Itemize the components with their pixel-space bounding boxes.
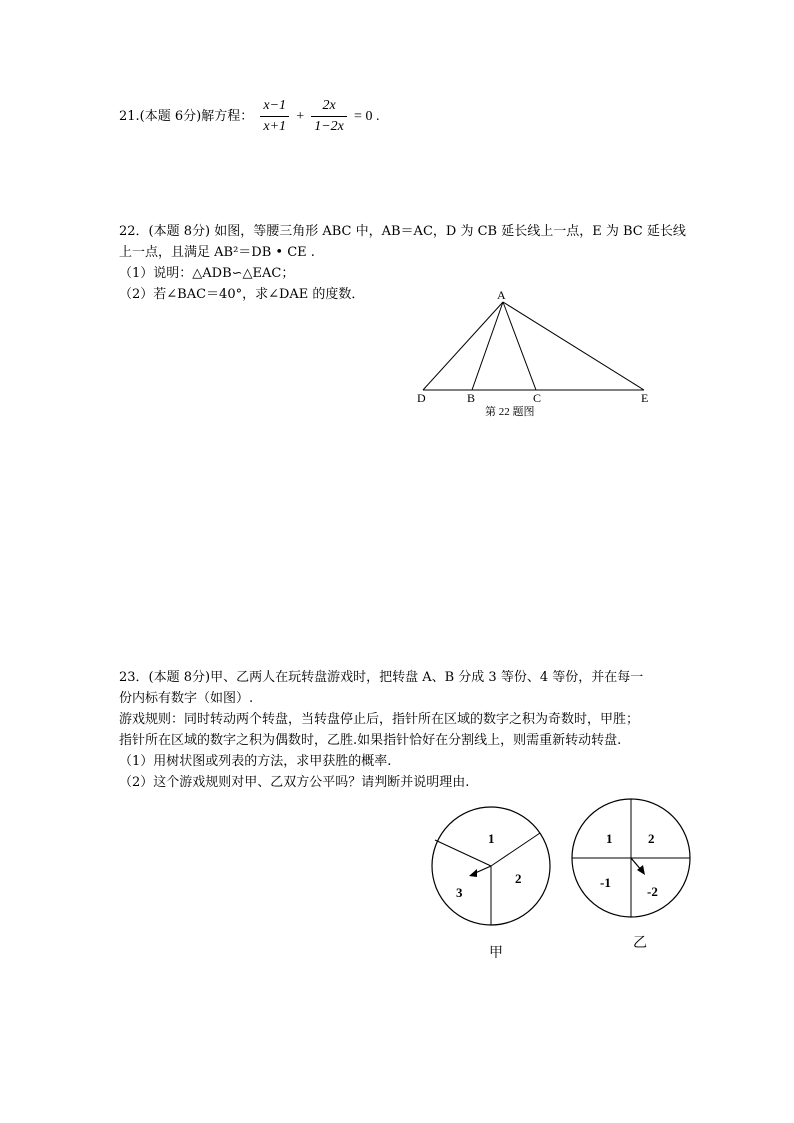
fraction-1-denominator: x+1 xyxy=(263,119,287,134)
label-a: A xyxy=(497,288,506,302)
q23-line-4: 指针所在区域的数字之积为偶数时，乙胜.如果指针恰好在分割线上，则需重新转动转盘. xyxy=(119,733,622,748)
wheel-yi-number-1: 1 xyxy=(606,831,613,846)
q23-part-2: （2）这个游戏规则对甲、乙双方公平吗？请判断并说明理由. xyxy=(119,775,470,790)
q21-prefix: 21.(本题 6分)解方程： xyxy=(119,109,254,124)
q23-line-2: 份内标有数字（如图）. xyxy=(119,691,254,706)
plus-sign: + xyxy=(296,109,305,124)
wheel-jia-number-2: 2 xyxy=(515,871,522,886)
label-d: D xyxy=(417,391,426,405)
wheel-jia xyxy=(425,804,565,964)
segment-ab xyxy=(472,302,503,390)
segment-ae xyxy=(503,302,644,390)
fraction-2-denominator: 1−2x xyxy=(314,119,344,134)
wheel-jia-divider-3 xyxy=(435,840,491,866)
label-c: C xyxy=(533,391,542,405)
wheel-yi-number-4: -2 xyxy=(647,884,658,899)
label-b: B xyxy=(467,391,476,405)
wheel-yi-number-2: 2 xyxy=(648,831,655,846)
q23-line-1: 23．(本题 8分)甲、乙两人在玩转盘游戏时，把转盘 A、B 分成 3 等份、4 等份，并在每一 xyxy=(119,670,644,685)
fraction-2-numerator: 2x xyxy=(311,96,347,117)
q22-line-2: 上一点，且满足 AB²＝DB • CE . xyxy=(119,245,315,260)
triangle-figure xyxy=(410,284,670,424)
segment-ac xyxy=(503,302,536,390)
fraction-1 xyxy=(260,96,289,137)
q21-equation-line xyxy=(119,96,379,137)
figure-caption: 第 22 题图 xyxy=(485,406,535,418)
q23-line-3: 游戏规则：同时转动两个转盘，当转盘停止后，指针所在区域的数字之积为奇数时，甲胜； xyxy=(119,712,640,727)
wheel-yi-label: 乙 xyxy=(633,936,647,951)
fraction-1-numerator: x−1 xyxy=(260,96,289,117)
wheel-yi-number-3: -1 xyxy=(600,875,611,890)
wheel-jia-number-1: 1 xyxy=(488,831,495,846)
wheel-jia-label: 甲 xyxy=(489,946,503,961)
wheel-yi xyxy=(570,795,700,960)
fraction-2 xyxy=(311,96,347,137)
equation-rhs: = 0 . xyxy=(354,109,380,124)
wheel-jia-pointer-arrowhead xyxy=(469,869,477,877)
q23-part-1: （1）用树状图或列表的方法，求甲获胜的概率. xyxy=(119,754,392,769)
q22-part-1: （1）说明：△ADB∽△EAC； xyxy=(119,266,295,281)
q22-part-2: （2）若∠BAC＝40°，求∠DAE 的度数． xyxy=(119,287,365,302)
q22-line-1: 22．(本题 8分) 如图，等腰三角形 ABC 中，AB＝AC，D 为 CB 延长线上一点，E 为 BC 延长线 xyxy=(119,224,686,239)
segment-ad xyxy=(423,302,503,390)
wheel-jia-divider-2 xyxy=(491,833,540,866)
wheel-jia-number-3: 3 xyxy=(456,885,463,900)
label-e: E xyxy=(641,391,649,405)
